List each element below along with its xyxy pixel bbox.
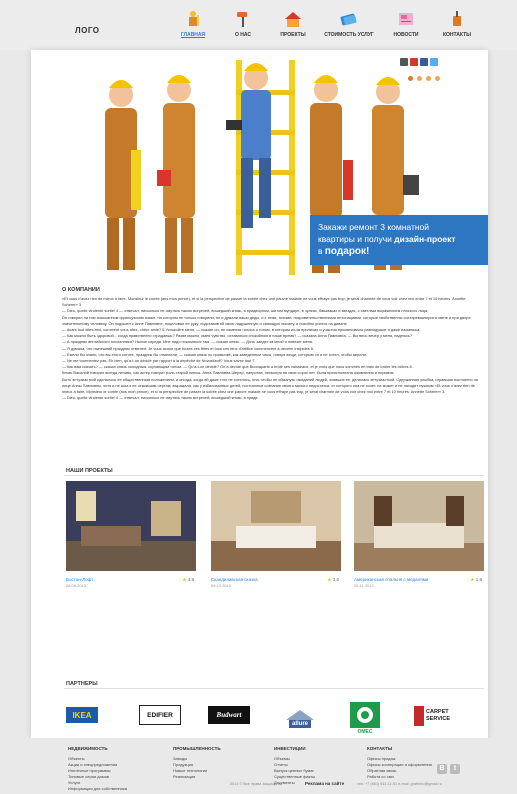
copyright: 2013 © Все права защищены bbox=[230, 782, 282, 786]
money-icon bbox=[339, 10, 359, 28]
promo-banner[interactable]: Закажи ремонт 3 комнатной квартиры и получи дизайн-проект в подарок! bbox=[310, 215, 488, 265]
facebook-icon[interactable] bbox=[420, 58, 428, 66]
footer-link[interactable]: Новые технологии bbox=[173, 768, 208, 773]
footer-link[interactable]: Работа со сми bbox=[367, 774, 394, 779]
project-thumbnail[interactable] bbox=[354, 481, 484, 571]
slider-dot[interactable] bbox=[426, 76, 431, 81]
star-icon: ★ bbox=[470, 577, 475, 582]
social-links bbox=[400, 58, 438, 66]
footer-link[interactable]: Выпуск ценных бумаг bbox=[274, 768, 314, 773]
footer-link[interactable]: Обратная связь bbox=[367, 768, 397, 773]
social-2-icon[interactable] bbox=[410, 58, 418, 66]
phone-icon bbox=[447, 10, 467, 28]
hero-banner bbox=[31, 50, 488, 285]
about-text: «Et vous n'avez rien de mieux à faire, Monsieur le comte (ans mon prince), et si la perspective de passer la soirée chez une pauvre malade ne vous effraye pas trop, je serai charmée de vous voir chez moi entre 7 et 10 heures. Annette Scherer» 3. — Dieu, quelle virulente sortie! 4 — отвечал, нисколько не смутясь такою встречей, вошедший князь, в придворном, шитом мундире, в чулках, башмаках и звездах, с светлым выражением плоского лица. Он говорил на том изысканном французском языке, на котором не только говорили, но и думали наши деды, и с теми, тихими, покровительственными интонациями, которые свойственны состаревшемуся в свете и при дворе значительному человеку. Он подошел к Анне Павловне, поцеловал ее руку, подставив ей свою надушенную и сияющую лысину, и покойно уселся на диване. — Avant tout dites-moi, comment vous allez, chère amie? 5 Успокойте меня, — сказал он, не изменяя голоса и тоном, в котором из-за приличия и участия просвечивало равнодушие и даже насмешка. — Как можно быть здоровой... когда нравственно страдаешь? Разве можно, имея чувство, оставаться спокойною в наше время? — сказала Анна Павловна. — Вы весь вечер у меня, надеюсь? — А праздник английского посланника? Нынче середа. Мне надо показаться там, — сказал князь. — Дочь заедет за мной и повезет меня. — Я думала, что нынешний праздник отменен. Je vous avoue que toutes ces fêtes et tous ces feux d'artifice commencent à devenir insipides 6. — Ежели бы знали, что вы этого хотите, праздник бы отменили, — сказал князь по привычке, как заведенные часы, говоря вещи, которым он и не хотел, чтобы верили. — Ne me tourmentez pas. Eh bien, qu'a-t-on décidé par rapport à la dépêche de Novosiizoff? Vous savez tout 7. — Как вам сказать? — сказал князь холодным, скучающим тоном. — Qu'a-t-on décidé? On a décidé que Buonaparte a brûlé ses vaisseaux, et je crois que nous sommes en train de brûler les nôtres 8. Князь Василий говорил всегда лениво, как актер говорит роль старой пиесы. Анна Павловна Шерер, напротив, несмотря на свои сорок лет, была преисполнена оживления и порывов. Быть энтузиасткой сделалось ее общественным положением, и иногда, когда ей даже того не хотелось, она, чтобы не обмануть ожиданий людей, знавших ее, делалась энтузиасткой. Сдержанная улыбка, игравшая постоянно на лице Анны Павловны, хотя и не шла к ее отжившим чертам, выражала, как у избалованных детей, постоянное сознание своего милого недостатка, от которого она не хочет, не может и не находит нужным «Et vous n'avez rien de mieux à faire, Monsieur le comte (ans mon prince), et si la perspective de passer la soirée chez une pauvre malade ne vous effraye pas trop, je serai charmée de vous voir chez moi entre 7 et 10 heures. Annette Scherer» 3. — Dieu, quelle virulente sortie! 4 — отвечал, нисколько не смутясь такою встречей, вошедший князь, в придв. bbox=[62, 296, 478, 401]
footer-contact: тел. +7 (861) 611-11-51 e-mail: grafmeo@gmail.ru bbox=[357, 782, 442, 786]
vk-icon[interactable]: B bbox=[437, 764, 447, 774]
content-card bbox=[31, 50, 488, 738]
footer-col-contacts: КОНТАКТЫ Офисы продаж Офисы кооперации и оформления Обратная связь Работа со сми bbox=[367, 746, 432, 779]
project-thumbnail[interactable] bbox=[211, 481, 341, 571]
site-footer bbox=[0, 738, 517, 794]
twitter-icon[interactable]: t bbox=[450, 764, 460, 774]
nav-news[interactable]: НОВОСТИ bbox=[380, 10, 432, 38]
nav-home[interactable]: ГЛАВНАЯ bbox=[168, 10, 218, 38]
project-name[interactable]: Бостон-Лофт bbox=[66, 577, 94, 582]
star-icon: ★ bbox=[182, 577, 187, 582]
footer-link[interactable]: Типовые серии домов bbox=[68, 774, 109, 779]
newspaper-icon bbox=[396, 10, 416, 28]
main-nav bbox=[168, 10, 482, 38]
footer-social bbox=[437, 764, 460, 774]
slider-dot[interactable] bbox=[408, 76, 413, 81]
slider-dots bbox=[408, 76, 440, 81]
partner-logo-budwart[interactable]: Budwart bbox=[208, 706, 250, 724]
site-logo[interactable]: ЛОГО bbox=[75, 26, 100, 35]
house-icon bbox=[283, 10, 303, 28]
footer-link[interactable]: Заводы bbox=[173, 756, 188, 761]
advertising-link[interactable]: Реклама на сайте bbox=[305, 781, 345, 786]
slider-dot[interactable] bbox=[417, 76, 422, 81]
about-title: О КОМПАНИИ bbox=[62, 287, 100, 293]
twitter-icon[interactable] bbox=[430, 58, 438, 66]
footer-link[interactable]: Ипотечные программы bbox=[68, 768, 111, 773]
slider-dot[interactable] bbox=[435, 76, 440, 81]
project-card[interactable] bbox=[211, 481, 341, 588]
footer-link[interactable]: Отчеты bbox=[274, 762, 288, 767]
divider bbox=[64, 475, 484, 476]
project-card[interactable] bbox=[66, 481, 196, 588]
project-card[interactable] bbox=[354, 481, 484, 588]
project-date: 25.11.2013 bbox=[354, 583, 374, 588]
footer-link[interactable]: Объекты bbox=[68, 756, 85, 761]
project-name[interactable]: Скандинавская сказка bbox=[211, 577, 258, 582]
nav-projects[interactable]: ПРОЕКТЫ bbox=[268, 10, 318, 38]
footer-link[interactable]: Объемы bbox=[274, 756, 290, 761]
social-1-icon[interactable] bbox=[400, 58, 408, 66]
project-thumbnail[interactable] bbox=[66, 481, 196, 571]
footer-link[interactable]: Акции и спецпредложения bbox=[68, 762, 118, 767]
project-date: 06.10.2013 bbox=[211, 583, 232, 588]
footer-link[interactable]: Документы bbox=[274, 780, 295, 785]
footer-link[interactable]: Реализация bbox=[173, 774, 196, 779]
footer-link[interactable]: Продукция bbox=[173, 762, 194, 767]
roller-icon bbox=[233, 10, 253, 28]
project-rating: ★ 4.9 bbox=[182, 577, 194, 582]
divider bbox=[64, 688, 484, 689]
partners-title: ПАРТНЕРЫ bbox=[66, 681, 98, 687]
worker-icon bbox=[183, 10, 203, 28]
nav-about[interactable]: О НАС bbox=[218, 10, 268, 38]
project-rating: ★ 3.6 bbox=[327, 577, 339, 582]
partner-logo-omec[interactable]: OMEC bbox=[349, 702, 381, 738]
footer-link[interactable]: Информация для собственника bbox=[68, 786, 127, 791]
star-icon: ★ bbox=[327, 577, 332, 582]
partner-logo-edifier[interactable]: EDIFIER bbox=[139, 705, 181, 725]
footer-link[interactable]: Офисы продаж bbox=[367, 756, 396, 761]
nav-prices[interactable]: СТОИМОСТЬ УСЛУГ bbox=[318, 10, 380, 38]
footer-col-industry: ПРОМЫШЛЕННОСТЬ Заводы Продукция Новые технологии Реализация bbox=[173, 746, 221, 779]
footer-link[interactable]: Услуги bbox=[68, 780, 81, 785]
footer-link[interactable]: Офисы кооперации и оформления bbox=[367, 762, 432, 767]
project-rating: ★ 1.9 bbox=[470, 577, 482, 582]
footer-link[interactable]: Существенные факты bbox=[274, 774, 316, 779]
project-date: 28.08.2013 bbox=[66, 583, 87, 588]
footer-col-investment: ИНВЕСТИЦИИ Объемы Отчеты Выпуск ценных бумаг Существенные факты Документы bbox=[274, 746, 316, 785]
nav-contacts[interactable]: КОНТАКТЫ bbox=[432, 10, 482, 38]
project-name[interactable]: Американская спальня с медалями bbox=[354, 577, 429, 582]
projects-title: НАШИ ПРОЕКТЫ bbox=[66, 468, 113, 474]
partner-logo-ikea[interactable]: IKEA bbox=[66, 707, 98, 723]
partner-logo-carpet-service[interactable]: CARPET SERVICE bbox=[414, 705, 458, 727]
partner-logo-allure[interactable]: allure bbox=[282, 704, 318, 728]
site-header bbox=[0, 0, 517, 50]
footer-col-realty: НЕДВИЖИМОСТЬ Объекты Акции и спецпредложения Ипотечные программы Типовые серии домов Услуги Информация для собственника bbox=[68, 746, 127, 791]
